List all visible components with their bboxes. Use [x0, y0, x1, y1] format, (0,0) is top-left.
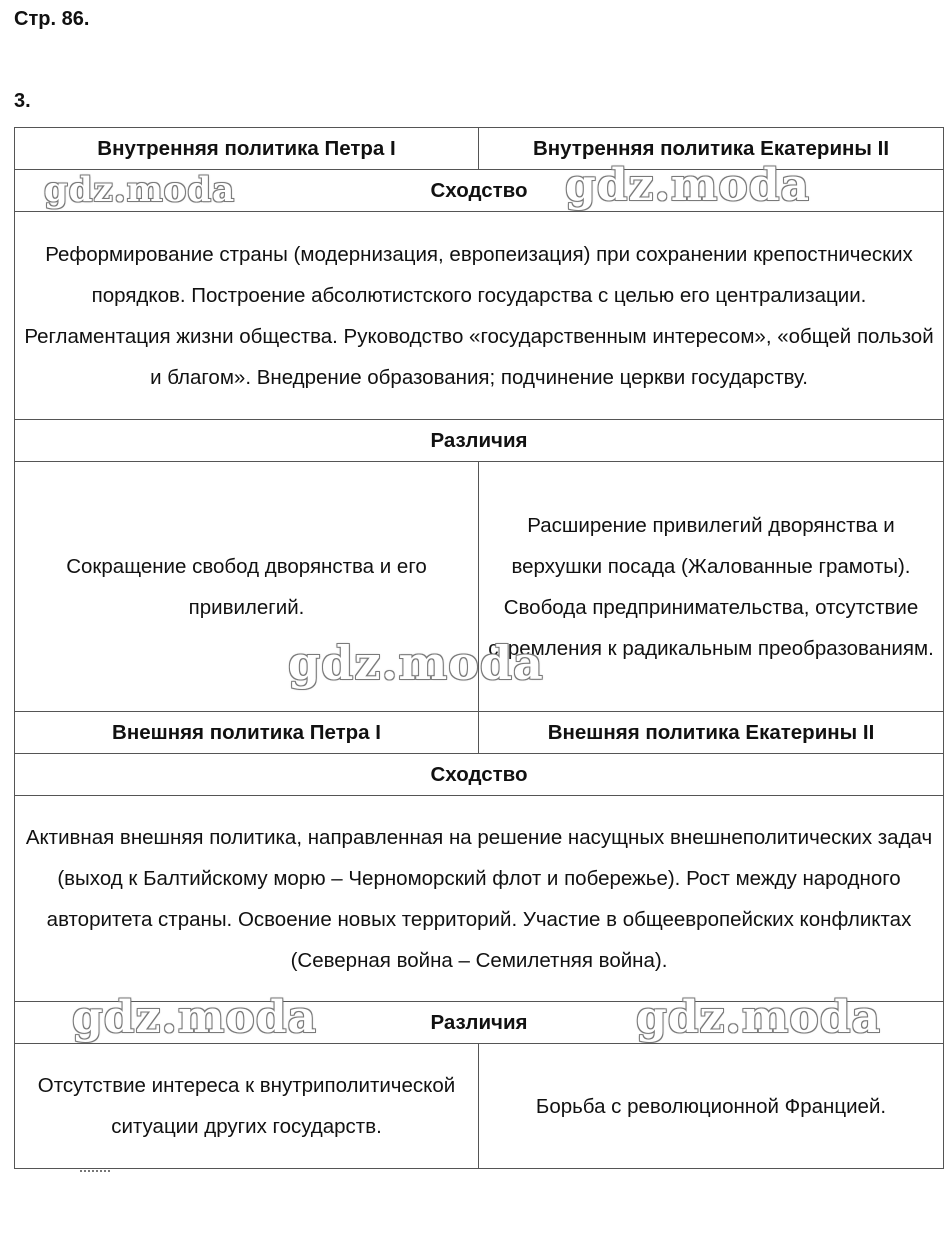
page-header: Стр. 86. [14, 8, 90, 30]
internal-peter-header: Внутренняя политика Петра I [15, 128, 479, 170]
internal-catherine-header: Внутренняя политика Екатерины II [479, 128, 944, 170]
comparison-table [14, 127, 944, 1169]
external-catherine-difference: Борьба с революционной Францией. [479, 1044, 944, 1169]
internal-peter-difference: Сокращение свобод дворянства и его привилегий. [15, 462, 479, 712]
watermark: gdz.moda [288, 636, 544, 690]
watermark: gdz.moda [72, 992, 318, 1043]
external-peter-difference: Отсутствие интереса к внутриполитической ситуации других государств. [15, 1044, 479, 1169]
internal-catherine-difference: Расширение привилегий дворянства и верхушки посада (Жалованные грамоты). Свобода предпринимательства, отсутствие стремления к радикальным преобразованиям. [479, 462, 944, 712]
watermark: gdz.moda [565, 160, 811, 211]
external-differences-label: Различия [15, 1002, 944, 1044]
external-similarity-label: Сходство [15, 754, 944, 796]
external-similarity-text: Активная внешняя политика, направленная на решение насущных внешнеполитических задач (выход к Балтийскому морю – Черноморский флот и побережье). Рост между народного авторитета страны. Освоение новых территорий. Участие в общеевропейских конфликтах (Северная война – Семилетняя война). [15, 796, 944, 1002]
task-number: 3. [14, 90, 31, 112]
scan-artifact [80, 1170, 110, 1178]
internal-similarity-text: Реформирование страны (модернизация, европеизация) при сохранении крепостнических порядков. Построение абсолютистского государства с целью его централизации. Регламентация жизни общества. Руководство «государственным интересом», «общей пользой и благом». Внедрение образования; подчинение церкви государству. [15, 212, 944, 420]
watermark: gdz.moda [636, 992, 882, 1043]
internal-differences-label: Различия [15, 420, 944, 462]
watermark: gdz.moda [44, 170, 236, 210]
external-catherine-header: Внешняя политика Екатерины II [479, 712, 944, 754]
external-peter-header: Внешняя политика Петра I [15, 712, 479, 754]
internal-similarity-label: Сходство [15, 170, 944, 212]
